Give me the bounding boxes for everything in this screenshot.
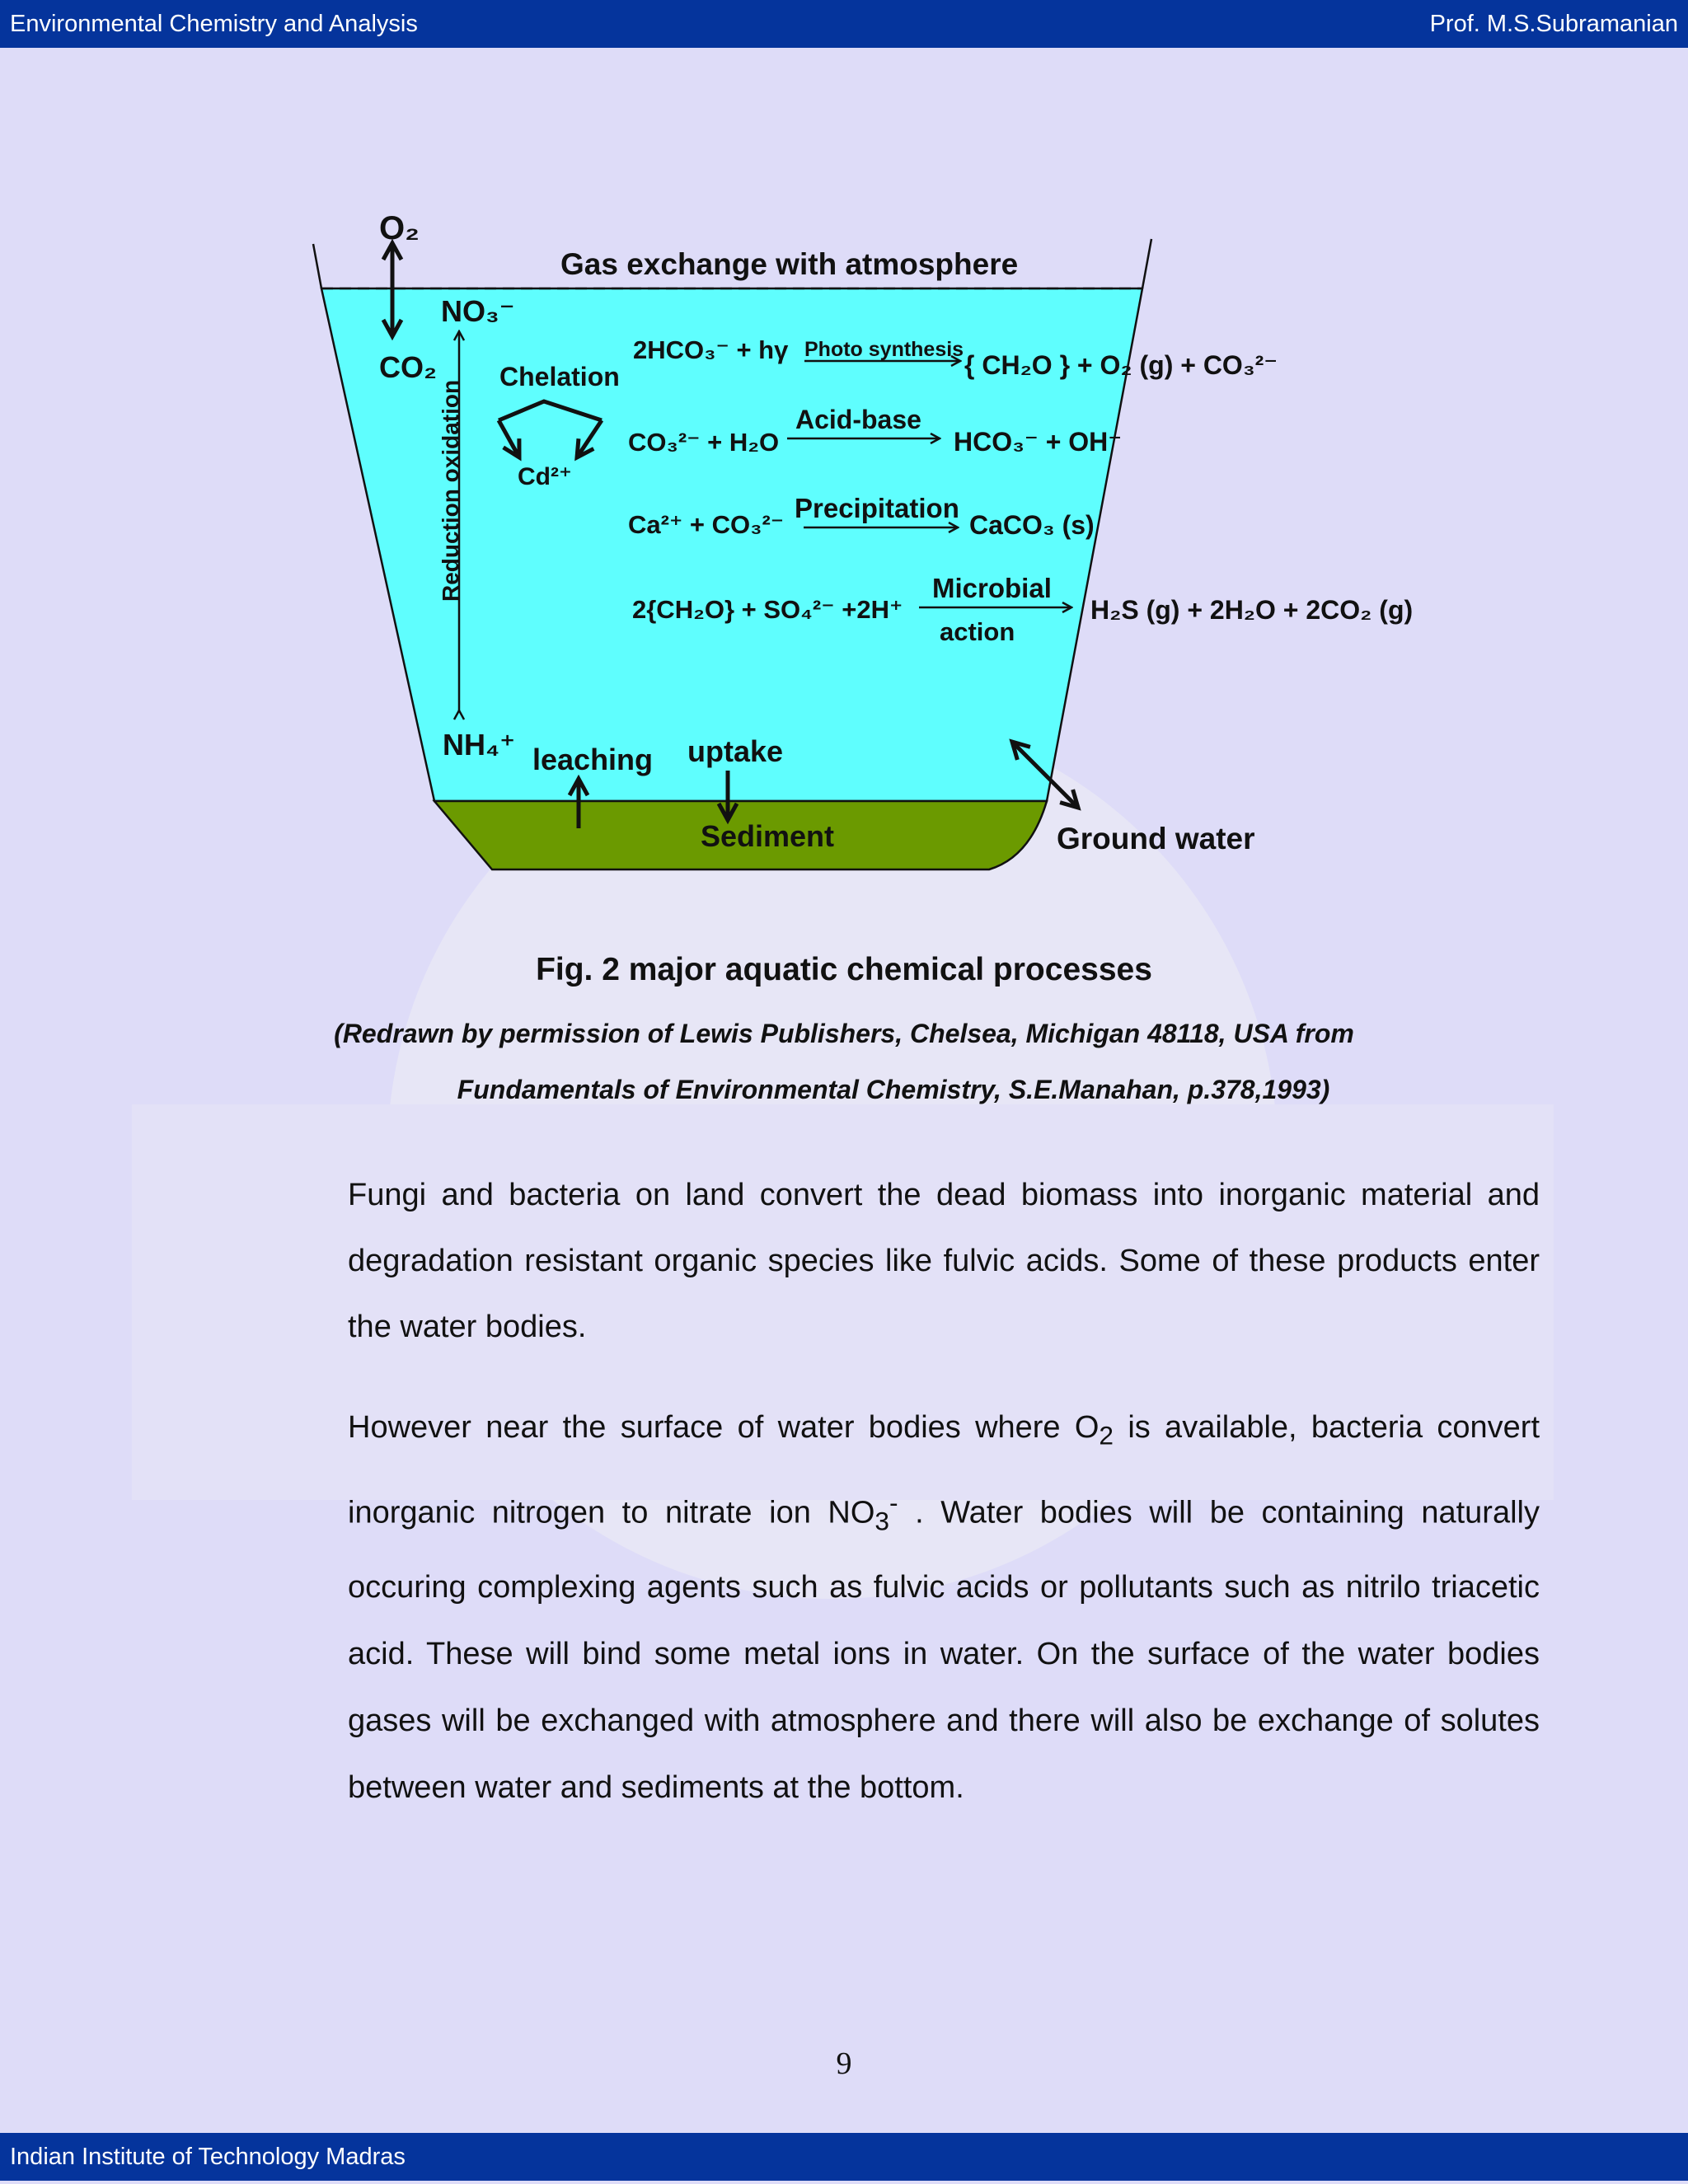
reaction-2-label: Acid-base [795,405,921,434]
reaction-3-label: Precipitation [795,493,959,523]
reaction-1-left: 2HCO₃⁻ + hγ [633,335,789,364]
reaction-4-label: Microbial [932,573,1052,603]
paragraph-2-text-a: However near the surface of water bodies where O [348,1410,1100,1445]
reaction-2-left: CO₃²⁻ + H₂O [628,428,780,457]
paragraph-2-text-c: . Water bodies will be containing naturally occuring complexing agents such as fulvic acids or pollutants such as nitrilo triacetic acid. These will bind some metal ions in water. On the surface of the water bodies gases will be exchanged with atmosphere and there will also be exchange of solutes between water and sediments at the bottom. [348,1495,1540,1805]
chelation-label: Chelation [499,362,620,391]
footer-bar [0,2133,1688,2181]
paragraph-2-text-b: is available, bacteria convert inorganic nitrogen to nitrate ion NO [348,1410,1540,1530]
paragraph-2 [247,1394,1540,1821]
uptake-label: uptake [687,734,784,768]
gas-exchange-label: Gas exchange with atmosphere [560,247,1019,281]
paragraph-1-text: Fungi and bacteria on land convert the dead biomass into inorganic material and degradation resistant organic species like fulvic acids. Some of these products enter the water bodies. [348,1178,1540,1344]
paragraph-1 [247,1162,1540,1360]
no3-superscript: - [889,1487,898,1517]
o2-label: O₂ [379,210,420,246]
header-course-title: Environmental Chemistry and Analysis [10,10,418,37]
header-author: Prof. M.S.Subramanian [1429,10,1678,37]
reaction-1-label: Photo synthesis [804,338,964,361]
no3-subscript: 3 [874,1505,890,1535]
reaction-4-label-2: action [940,617,1015,646]
figure-credit-line-2: Fundamentals of Environmental Chemistry, S.E.Manahan, p.378,1993) [457,1075,1330,1104]
reaction-1-right: { CH₂O } + O₂ (g) + CO₃²⁻ [964,350,1278,380]
footer-institution: Indian Institute of Technology Madras [10,2143,406,2170]
figure-credit-line-1: (Redrawn by permission of Lewis Publishers, Chelsea, Michigan 48118, USA from [334,1019,1354,1048]
reaction-2-right: HCO₃⁻ + OH⁻ [954,427,1123,457]
reduction-oxidation-label: Reduction oxidation [438,379,463,602]
figure-title: Fig. 2 major aquatic chemical processes [536,952,1152,987]
basin-right-rim [1142,239,1151,288]
sediment-label: Sediment [701,819,835,853]
leaching-label: leaching [532,743,654,776]
reaction-4-right: H₂S (g) + 2H₂O + 2CO₂ (g) [1090,595,1414,625]
o2-subscript: 2 [1099,1420,1114,1451]
no3-label: NO₃⁻ [441,294,515,328]
co2-label: CO₂ [379,350,437,384]
ground-water-label: Ground water [1057,822,1255,855]
reaction-4-left: 2{CH₂O} + SO₄²⁻ +2H⁺ [632,595,903,624]
reaction-3-left: Ca²⁺ + CO₃²⁻ [628,510,785,539]
nh4-label: NH₄⁺ [443,728,516,762]
cd-label: Cd²⁺ [518,463,572,490]
aquatic-processes-diagram [0,0,1688,923]
reaction-3-right: CaCO₃ (s) [969,510,1095,540]
page-number: 9 [836,2046,852,2081]
basin-left-rim [313,244,321,288]
